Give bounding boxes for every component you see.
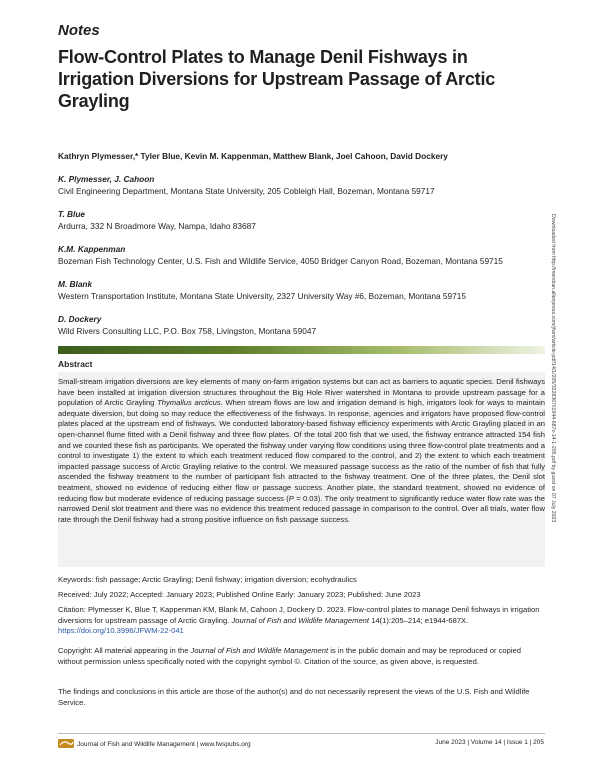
- affiliation-address: Bozeman Fish Technology Center, U.S. Fish and Wildlife Service, 4050 Bridger Canyon Road, Bozeman, Montana 59715: [58, 256, 503, 266]
- citation-text: Citation: Plymesser K, Blue T, Kappenman KM, Blank M, Cahoon J, Dockery D. 2023. Flow-control plates to manage Denil fishways in irrigation diversions for upstream passage of Arctic Grayling.: [58, 605, 540, 625]
- fws-journal-logo-icon: [58, 739, 74, 748]
- disclaimer: The findings and conclusions in this article are those of the author(s) and do not necessarily represent the views of the U.S. Fish and Wildlife Service.: [58, 687, 530, 707]
- affiliation-address: Civil Engineering Department, Montana State University, 205 Cobleigh Hall, Bozeman, Montana 59717: [58, 186, 435, 196]
- affiliation-names: M. Blank: [58, 279, 93, 289]
- keywords: Keywords: fish passage; Arctic Grayling; Denil fishway; irrigation diversion; ecohydraulics: [58, 575, 357, 584]
- affiliation-address: Ardurra, 332 N Broadmore Way, Nampa, Idaho 83687: [58, 221, 256, 231]
- affiliation: [58, 173, 435, 197]
- affiliation-address: Wild Rivers Consulting LLC, P.O. Box 758, Livingston, Montana 59047: [58, 326, 317, 336]
- affiliation: [58, 313, 316, 337]
- article-title: Flow-Control Plates to Manage Denil Fishways in Irrigation Diversions for Upstream Passage of Arctic Grayling: [58, 47, 496, 111]
- affiliation-names: K. Plymesser, J. Cahoon: [58, 174, 155, 184]
- affiliation-names: K.M. Kappenman: [58, 244, 126, 254]
- doi-link[interactable]: https://doi.org/10.3996/JFWM-22-041: [58, 626, 184, 636]
- abstract-text-1: Small-stream irrigation diversions are key elements of many on-farm irrigation systems but can act as barriers to aquatic species. Denil fishways have been installed at irrigation diversion structures throughout the Big Hole River watershed in Montana to provide upstream passage for a population of Arctic Grayling: [58, 377, 545, 408]
- footer-journal: [58, 739, 251, 748]
- author-list: Kathryn Plymesser,* Tyler Blue, Kevin M. Kappenman, Matthew Blank, Joel Cahoon, David Dockery: [58, 151, 448, 161]
- copyright-text-2: is in the public domain and may be reproduced or copied without permission unless specifically noted with the copyright symbol ©. Citation of the source, as given above, is requested.: [58, 646, 522, 666]
- footer-journal-text: Journal of Fish and Wildlife Management | www.fwspubs.org: [77, 741, 251, 748]
- affiliation-names: T. Blue: [58, 209, 86, 219]
- p-value-symbol: P: [288, 493, 294, 503]
- citation: [58, 605, 545, 637]
- affiliation-address: Western Transportation Institute, Montana State University, 2327 University Way #6, Bozeman, Montana 59715: [58, 291, 466, 301]
- abstract-text-2: . When stream flows are low and irrigation demand is high, irrigators look for ways to maintain adequate diversion, but doing so may reduce the effectiveness of the fishways. In response, agencies and irrigators have proposed flow-control plates placed at the upstream end of fishways. We conducted laboratory-based fishway efficiency experiments with Arctic Grayling placed in an open-channel flume fitted with a Denil fishway and three flow plates. Of the total 200 fish that we used, the fishway entrance attracted 154 fish and we counted these fish as participants. We operated the fishway under varying flow conditions using three flow-control plate treatments and a control to investigate 1) the extent to which each treatment reduced flow compared to the control, and 2) the extent to which each treatment impacted passage success of Arctic Grayling relative to the control. We measured passage success as the ratio of the number of fish that fully ascended the fishway treatment to the number of participant fish attracted to the fishway treatment. One of the three plates, the Denil slot treatment, showed no evidence of reducing either flow or passage success. Another plate, the standard treatment, showed no evidence of reducing flow but moderate evidence of reducing passage success (: [58, 398, 545, 503]
- copyright-text-1: Copyright: All material appearing in the: [58, 646, 191, 655]
- affiliation-names: D. Dockery: [58, 314, 102, 324]
- publication-dates: Received: July 2022; Accepted: January 2023; Published Online Early: January 2023; Published: June 2023: [58, 590, 421, 599]
- affiliation: [58, 208, 256, 232]
- copyright-notice: [58, 646, 545, 667]
- affiliation: [58, 278, 466, 302]
- footer-divider: [58, 733, 545, 734]
- footer-issue-info: June 2023 | Volume 14 | Issue 1 | 205: [435, 739, 544, 746]
- abstract-text-3: = 0.03). The only treatment to significantly reduce water flow rate was the narrowed Denil slot treatment and there was no evidence this treatment reduced passage in comparison to the control. Over all trials, water flow rate through the Denil fishway had a strong positive influence on fish passage success.: [58, 493, 545, 524]
- download-watermark: Downloaded from http://meridian.allenpress.com/jfwm/article-pdf/14/1/205/3228367/i1944-687x-14-1-205.pdf by guest on 07 July 2023: [550, 214, 556, 523]
- copyright-journal: Journal of Fish and Wildlife Management: [190, 646, 329, 655]
- citation-volume: 14(1):205–214; e1944-687X.: [369, 615, 469, 625]
- affiliation: [58, 243, 503, 267]
- abstract-divider-bar: [58, 346, 545, 354]
- species-name: Thymallus arcticus: [157, 398, 221, 408]
- citation-journal: Journal of Fish and Wildlife Management: [231, 615, 370, 625]
- abstract-body: [58, 377, 545, 525]
- abstract-heading: Abstract: [58, 359, 93, 369]
- section-label: Notes: [58, 22, 100, 39]
